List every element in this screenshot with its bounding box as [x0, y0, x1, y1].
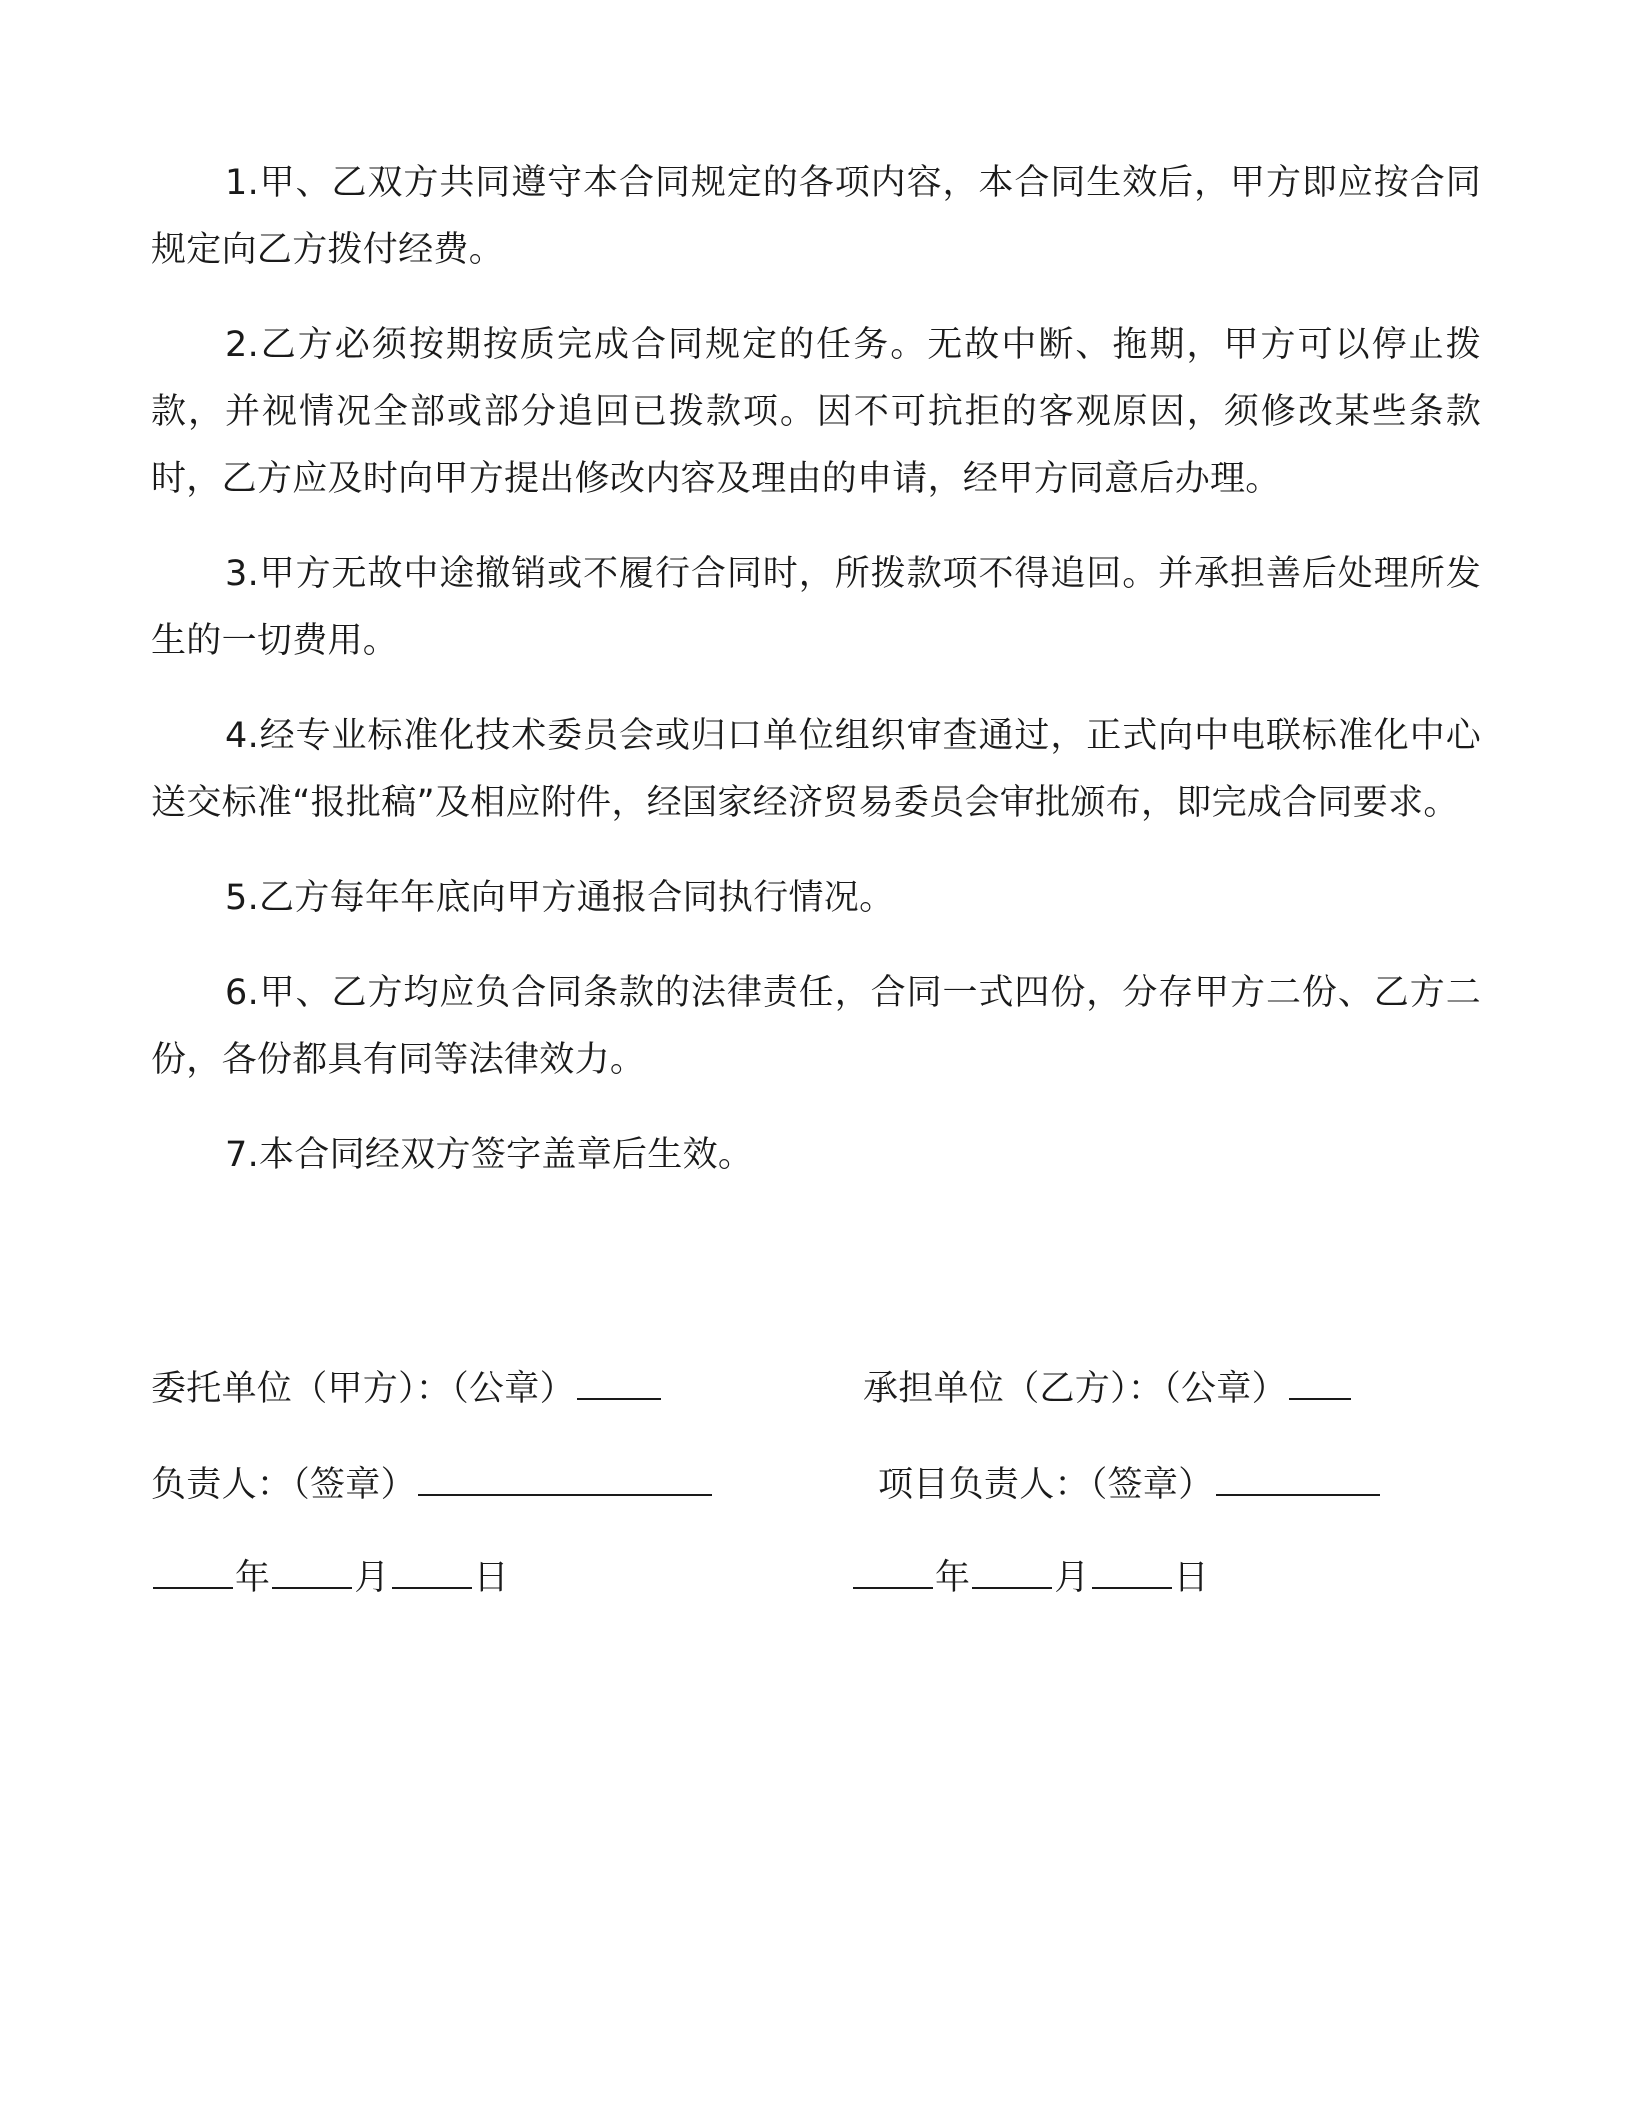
- party-b-person-line: [878, 1460, 1382, 1510]
- party-b-year-blank[interactable]: [853, 1555, 933, 1589]
- party-a-date-line: [151, 1553, 509, 1603]
- party-b-month-blank[interactable]: [972, 1555, 1052, 1589]
- party-a-month-blank[interactable]: [272, 1555, 352, 1589]
- party-a-person-line: [151, 1460, 714, 1510]
- party-b-signature-blank[interactable]: [1216, 1462, 1380, 1496]
- party-b-day-blank[interactable]: [1092, 1555, 1172, 1589]
- party-b-unit-label: 承担单位（乙方）：（公章）: [863, 1369, 1287, 1409]
- clause-7: 7.本合同经双方签字盖章后生效。: [225, 1135, 754, 1175]
- party-b-year-label: 年: [935, 1558, 971, 1598]
- party-b-date-line: [851, 1553, 1209, 1603]
- party-a-day-label: 日: [473, 1558, 509, 1598]
- clause-4: 4.经专业标准化技术委员会或归口单位组织审查通过，正式向中电联标准化中心送交标准“报批稿”及相应附件，经国家经济贸易委员会审批颁布，即完成合同要求。: [151, 716, 1481, 823]
- clause-1: 1.甲、乙双方共同遵守本合同规定的各项内容，本合同生效后，甲方即应按合同规定向乙方拨付经费。: [151, 163, 1481, 270]
- party-b-person-label: 项目负责人：（签章）: [878, 1465, 1214, 1505]
- clause-3: 3.甲方无故中途撤销或不履行合同时，所拨款项不得追回。并承担善后处理所发生的一切费用。: [151, 554, 1481, 661]
- party-b-day-label: 日: [1173, 1558, 1209, 1598]
- party-a-month-label: 月: [354, 1558, 390, 1598]
- party-b-unit-line: [863, 1364, 1353, 1414]
- party-a-person-label: 负责人：（签章）: [151, 1465, 416, 1505]
- party-a-year-label: 年: [235, 1558, 271, 1598]
- party-a-unit-label: 委托单位（甲方）：（公章）: [151, 1369, 575, 1409]
- party-b-month-label: 月: [1054, 1558, 1090, 1598]
- clause-6: 6.甲、乙方均应负合同条款的法律责任，合同一式四份，分存甲方二份、乙方二份，各份都具有同等法律效力。: [151, 973, 1481, 1080]
- contract-clauses: [151, 150, 1481, 1217]
- party-a-day-blank[interactable]: [392, 1555, 472, 1589]
- clause-2: 2.乙方必须按期按质完成合同规定的任务。无故中断、拖期，甲方可以停止拨款，并视情况全部或部分追回已拨款项。因不可抗拒的客观原因，须修改某些条款时，乙方应及时向甲方提出修改内容及理由的申请，经甲方同意后办理。: [151, 325, 1481, 499]
- party-a-signature-blank[interactable]: [418, 1462, 712, 1496]
- party-b-seal-blank[interactable]: [1289, 1366, 1351, 1400]
- clause-5: 5.乙方每年年底向甲方通报合同执行情况。: [225, 878, 895, 918]
- party-a-year-blank[interactable]: [153, 1555, 233, 1589]
- party-a-unit-line: [151, 1364, 663, 1414]
- party-a-seal-blank[interactable]: [577, 1366, 661, 1400]
